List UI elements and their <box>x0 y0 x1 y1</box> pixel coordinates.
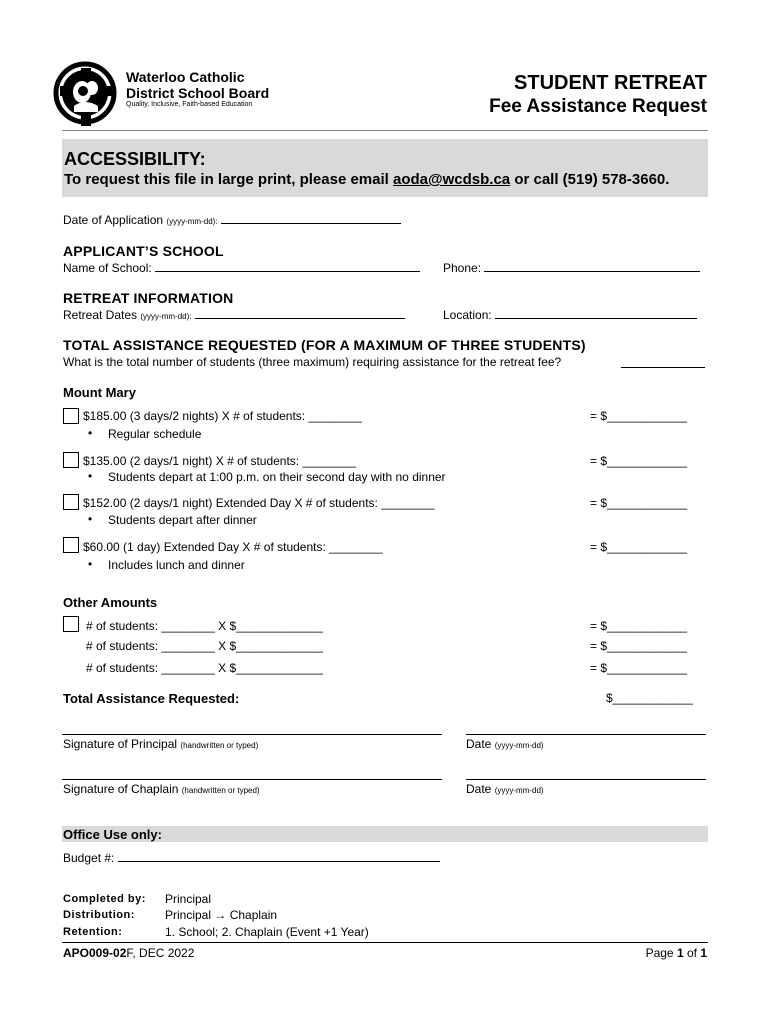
header-divider <box>62 130 708 131</box>
document-subtitle: Fee Assistance Request <box>489 96 707 117</box>
document-title: STUDENT RETREAT <box>514 72 707 94</box>
option-60-checkbox[interactable] <box>63 537 79 553</box>
page-number: Page 1 of 1 <box>645 946 707 960</box>
option-135-total[interactable]: = $____________ <box>590 454 688 468</box>
bullet-icon: • <box>88 469 93 483</box>
other-row-1[interactable]: # of students: ________ X $_____________ <box>86 619 323 633</box>
mount-mary-heading: Mount Mary <box>63 385 136 400</box>
other-amounts-heading: Other Amounts <box>63 595 158 610</box>
option-135-text: $135.00 (2 days/1 night) X # of students: ________ <box>83 454 356 468</box>
bullet-icon: • <box>88 426 93 440</box>
cross-seal-logo-icon <box>52 60 120 128</box>
option-135-checkbox[interactable] <box>63 452 79 468</box>
principal-signature-label: Signature of Principal (handwritten or typed) <box>63 737 259 751</box>
retreat-dates-field[interactable] <box>195 307 405 319</box>
phone-field[interactable] <box>484 260 700 272</box>
total-students-question: What is the total number of students (three maximum) requiring assistance for the retreat fee? <box>63 355 562 369</box>
other-row-2-total[interactable]: = $____________ <box>590 639 688 653</box>
bullet-icon: • <box>88 512 93 526</box>
principal-signature-field[interactable] <box>62 734 442 735</box>
accessibility-heading: ACCESSIBILITY: <box>64 149 206 169</box>
accessibility-text: To request this file in large print, please email aoda@wcdsb.ca or call (519) 578-3660. <box>64 171 670 188</box>
option-60-total[interactable]: = $____________ <box>590 540 688 554</box>
chaplain-signature-label: Signature of Chaplain (handwritten or typed) <box>63 782 260 796</box>
accessibility-email-link[interactable]: aoda@wcdsb.ca <box>392 171 511 188</box>
total-requested-field[interactable]: $____________ <box>606 691 693 705</box>
retreat-info-heading: RETREAT INFORMATION <box>63 290 234 306</box>
total-requested-label: Total Assistance Requested: <box>63 691 240 706</box>
form-code: APO009-02F, DEC 2022 <box>63 946 195 960</box>
total-students-field[interactable] <box>621 356 705 368</box>
chaplain-date-field[interactable] <box>466 779 706 780</box>
budget-field[interactable] <box>118 850 440 862</box>
option-152-text: $152.00 (2 days/1 night) Extended Day X # of students: ________ <box>83 496 435 510</box>
footer-divider <box>62 942 708 943</box>
applicant-school-heading: APPLICANT’S SCHOOL <box>63 243 224 259</box>
chaplain-signature-field[interactable] <box>62 779 442 780</box>
retention-label: Retention: <box>63 926 123 938</box>
option-185-note: Regular schedule <box>108 427 202 441</box>
bullet-icon: • <box>88 557 93 571</box>
logo-line1: Waterloo Catholic <box>126 69 245 85</box>
distribution-label: Distribution: <box>63 909 135 921</box>
logo-line2: District School Board <box>126 85 270 101</box>
option-185-total[interactable]: = $____________ <box>590 409 688 423</box>
option-185-checkbox[interactable] <box>63 408 79 424</box>
other-row-1-total[interactable]: = $____________ <box>590 619 688 633</box>
completed-by-value: Principal <box>165 892 212 906</box>
principal-date-field[interactable] <box>466 734 706 735</box>
logo <box>52 60 120 128</box>
option-152-note: Students depart after dinner <box>108 513 257 527</box>
location-field[interactable] <box>495 307 697 319</box>
budget-row: Budget #: <box>63 850 440 865</box>
principal-date-label: Date (yyyy-mm-dd) <box>466 737 544 751</box>
school-name-row: Name of School: <box>63 260 420 275</box>
other-row-3-total[interactable]: = $____________ <box>590 661 688 675</box>
location-row: Location: <box>443 307 697 322</box>
option-135-note: Students depart at 1:00 p.m. on their second day with no dinner <box>108 470 446 484</box>
option-152-total[interactable]: = $____________ <box>590 496 688 510</box>
total-assistance-heading: TOTAL ASSISTANCE REQUESTED (FOR A MAXIMUM OF THREE STUDENTS) <box>63 337 586 353</box>
option-152-checkbox[interactable] <box>63 494 79 510</box>
date-of-application: Date of Application (yyyy-mm-dd): <box>63 212 401 227</box>
other-row-3[interactable]: # of students: ________ X $_____________ <box>86 661 323 675</box>
retreat-dates-row: Retreat Dates (yyyy-mm-dd): <box>63 307 405 322</box>
logo-tagline: Quality, Inclusive, Faith-based Education <box>126 101 253 108</box>
option-60-note: Includes lunch and dinner <box>108 558 245 572</box>
option-60-text: $60.00 (1 day) Extended Day X # of students: ________ <box>83 540 383 554</box>
completed-by-label: Completed by: <box>63 893 146 905</box>
date-of-application-field[interactable] <box>221 212 401 224</box>
other-row-2[interactable]: # of students: ________ X $_____________ <box>86 639 323 653</box>
phone-row: Phone: <box>443 260 700 275</box>
retention-value: 1. School; 2. Chaplain (Event +1 Year) <box>165 925 369 939</box>
office-use-heading: Office Use only: <box>63 827 162 842</box>
distribution-value: Principal → Chaplain <box>165 908 278 922</box>
chaplain-date-label: Date (yyyy-mm-dd) <box>466 782 544 796</box>
option-185-text: $185.00 (3 days/2 nights) X # of students: ________ <box>83 409 362 423</box>
school-name-field[interactable] <box>155 260 420 272</box>
other-amounts-checkbox[interactable] <box>63 616 79 632</box>
